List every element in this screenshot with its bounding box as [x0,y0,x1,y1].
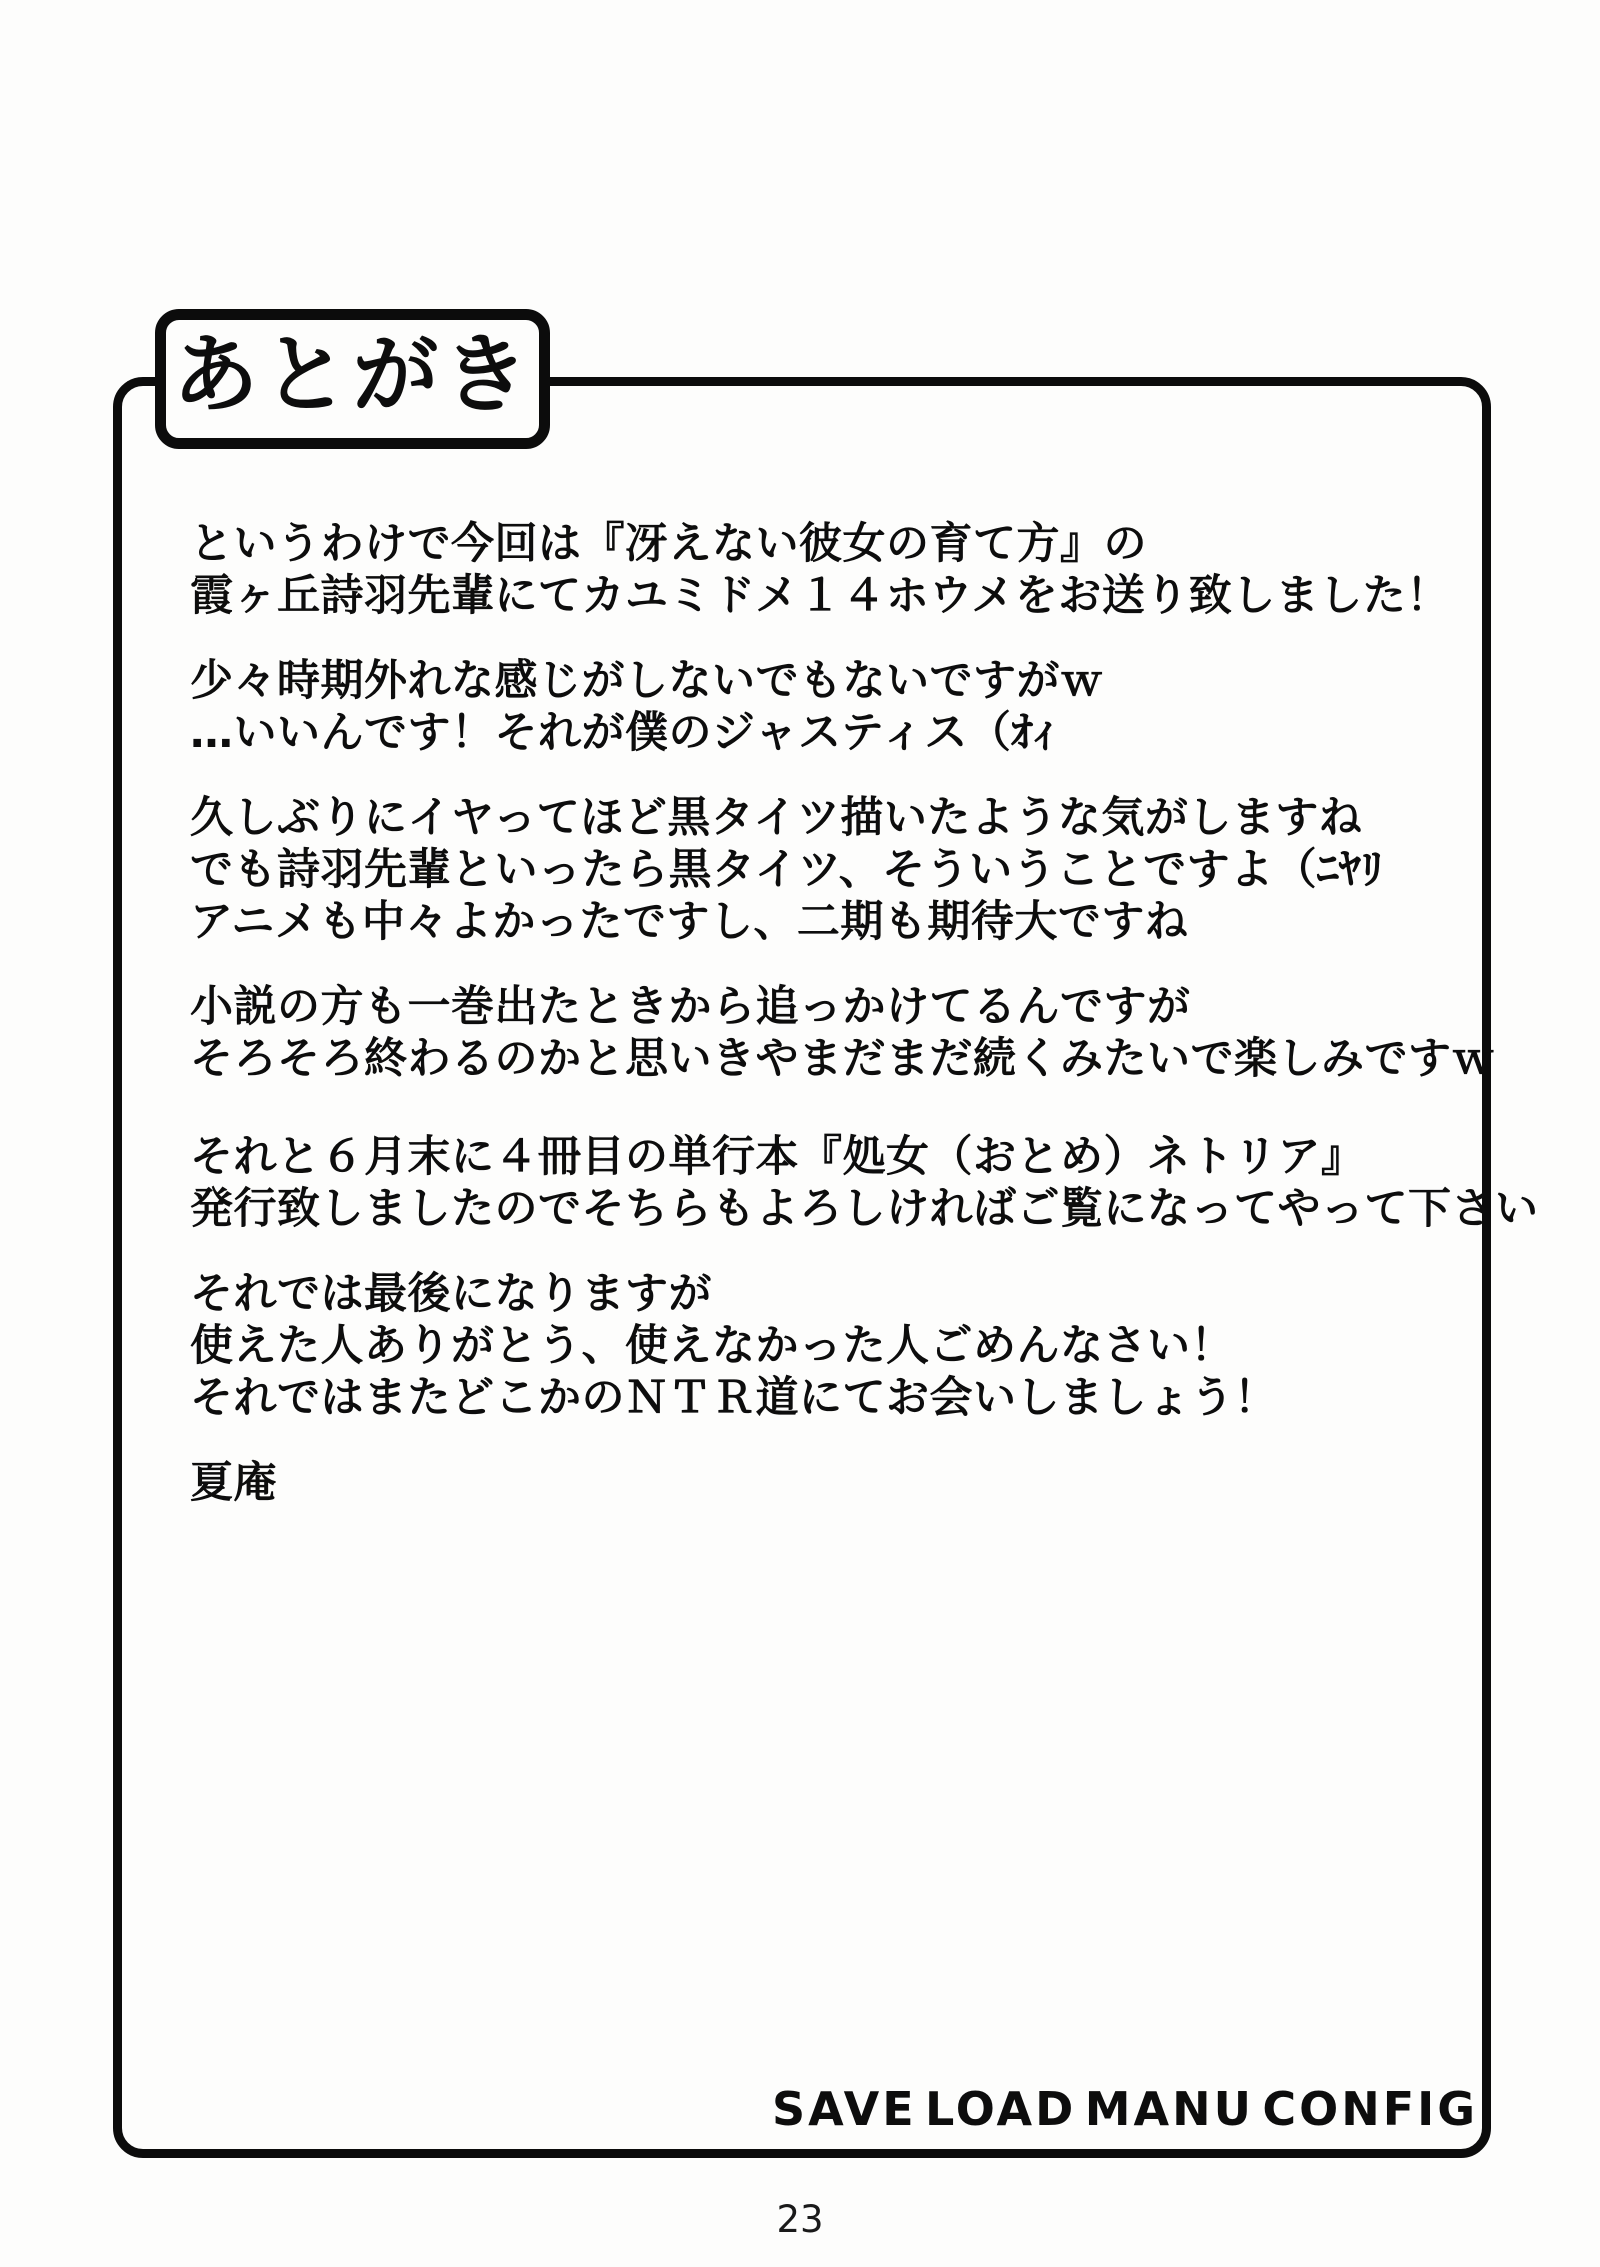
text-line: 小説の方も一巻出たときから追っかけてるんですが [190,982,1191,1032]
paragraph-tankobon [190,1131,1539,1235]
vn-menu-bar [772,2082,1478,2136]
text-line: 使えた人ありがとう、使えなかった人ごめんなさい！ [190,1321,1234,1371]
text-line: そろそろ終わるのかと思いきやまだまだ続くみたいで楽しみですｗ [190,1034,1495,1084]
menu-item-config: CONFIG [1262,2082,1478,2136]
text-line: …いいんです！それが僕のジャスティス（ｵｨ [190,708,1056,758]
paragraph-novel [190,981,1539,1085]
page-title: あとがき [172,325,533,425]
text-line: でも詩羽先輩といったら黒タイツ、そういうことですよ（ﾆﾔﾘ [190,845,1384,895]
menu-item-load: LOAD [925,2082,1077,2136]
text-line: 発行致しましたのでそちらもよろしければご覧になってやって下さい [190,1184,1539,1234]
text-line: 夏庵 [190,1458,277,1508]
text-line: 霞ヶ丘詩羽先輩にてカユミドメ１４ホウメをお送り致しました！ [190,571,1450,621]
signature [190,1457,1539,1509]
paragraph-intro [190,518,1539,622]
paragraph-closing [190,1268,1539,1424]
text-line: それと６月末に４冊目の単行本『処女（おとめ）ネトリア』 [190,1132,1365,1182]
text-line: それではまたどこかのＮＴＲ道にてお会いしましょう！ [190,1373,1278,1423]
text-line: というわけで今回は『冴えない彼女の育て方』の [190,519,1147,569]
menu-item-manu: MANU [1084,2082,1254,2136]
afterword-text [190,518,1539,1542]
text-line: アニメも中々よかったですし、二期も期待大ですね [190,897,1189,947]
text-line: 久しぶりにイヤってほど黒タイツ描いたような気がしますね [190,793,1363,843]
paragraph-timing [190,655,1539,759]
afterword-title-box [155,309,550,449]
text-line: それでは最後になりますが [190,1269,712,1319]
paragraph-tights [190,792,1539,948]
page-number: 23 [776,2198,824,2241]
menu-item-save: SAVE [772,2082,917,2136]
text-line: 少々時期外れな感じがしないでもないですがｗ [190,656,1104,706]
